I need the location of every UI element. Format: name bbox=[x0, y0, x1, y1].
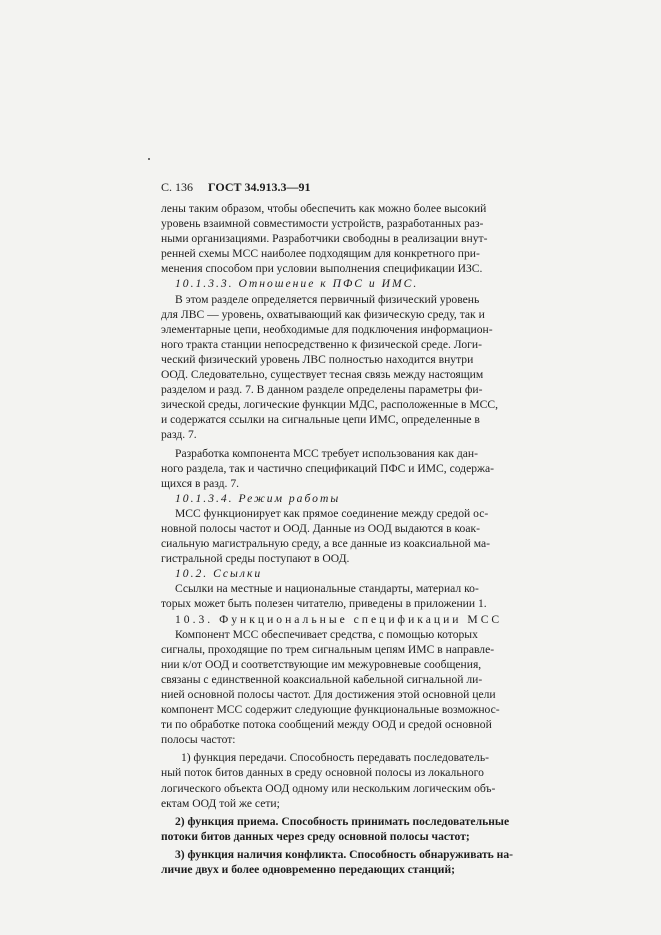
text-line: Ссылки на местные и национальные стандарты, материал ко- bbox=[175, 582, 479, 596]
text-line: ООД. Следовательно, существует тесная связь между настоящим bbox=[161, 368, 484, 382]
text-line: разд. 7. bbox=[161, 428, 197, 442]
text-line: элементарные цепи, необходимые для подключения информацион- bbox=[161, 322, 493, 336]
text-line: для ЛВС — уровень, охватывающий как физическую среду, так и bbox=[161, 307, 485, 321]
text-line: лены таким образом, чтобы обеспечить как можно более высокий bbox=[161, 202, 487, 215]
text-line: гистральной среды поступают в ООД. bbox=[161, 552, 350, 566]
text-line: логического объекта ООД одному или нескольким логическим объ- bbox=[161, 781, 496, 795]
text-line: ти по обработке потока сообщений между ООД и средой основной bbox=[161, 718, 492, 732]
text-line: новной полосы частот и ООД. Данные из ООД выдаются в коак- bbox=[161, 521, 480, 535]
list-item-3: 3) функция наличия конфликта. Способность обнаруживать на- bbox=[175, 847, 514, 861]
text-line: сигналы, проходящие по трем сигнальным цепям ИМС в направле- bbox=[161, 642, 495, 656]
text-line: В этом разделе определяется первичный физический уровень bbox=[175, 292, 480, 306]
text-line: торых может быть полезен читателю, приведены в приложении 1. bbox=[161, 597, 487, 611]
text-line: менения способом при условии выполнения спецификации ИЗС. bbox=[161, 262, 483, 276]
text-line: нии к/от ООД и соответствующие им межуровневые сообщения, bbox=[161, 657, 482, 671]
standard-title: ГОСТ 34.913.3—91 bbox=[208, 180, 311, 194]
section-heading-10-1-3-3: 10.1.3.3. Отношение к ПФС и ИМС. bbox=[175, 277, 419, 291]
text-line: полосы частот: bbox=[161, 733, 236, 747]
text-line: ренней схемы МСС наиболее подходящим для конкретного при- bbox=[161, 247, 480, 261]
text-line: разделом и разд. 7. В данном разделе определены параметры фи- bbox=[161, 383, 483, 397]
scan-speck bbox=[148, 158, 150, 160]
text-line: щихся в разд. 7. bbox=[161, 476, 240, 490]
text-line: ный поток битов данных в среду основной полосы из локального bbox=[161, 766, 484, 780]
text-line: Компонент МСС обеспечивает средства, с помощью которых bbox=[175, 627, 478, 641]
text-line: личие двух и более одновременно передающих станций; bbox=[161, 863, 456, 877]
list-item-2: 2) функция приема. Способность принимать последовательные bbox=[175, 814, 510, 828]
text-line: ного раздела, так и частично спецификаций ПФС и ИМС, содержа- bbox=[161, 461, 495, 475]
text-line: связаны с единственной коаксиальной кабельной сигнальной ли- bbox=[161, 672, 483, 686]
section-heading-10-2: 10.2. Ссылки bbox=[175, 567, 263, 581]
text-line: уровень взаимной совместимости устройств, разработанных раз- bbox=[161, 217, 484, 231]
text-line: ческий физический уровень ЛВС полностью находится внутри bbox=[161, 352, 474, 366]
text-line: зической среды, логические функции МДС, расположенные в МСС, bbox=[161, 398, 499, 412]
text-line: МСС функционирует как прямое соединение между средой ос- bbox=[175, 506, 489, 520]
text-line: ектам ООД той же сети; bbox=[161, 796, 280, 810]
section-heading-10-1-3-4: 10.1.3.4. Режим работы bbox=[175, 491, 341, 505]
text-line: сиальную магистральную среду, а все данные из коаксиальной ма- bbox=[161, 537, 491, 551]
text-line: потоки битов данных через среду основной полосы частот; bbox=[161, 829, 470, 843]
section-heading-10-3: 10.3. Функциональные спецификации МСС bbox=[175, 612, 503, 626]
text-line: нией основной полосы частот. Для достижения этой основной цели bbox=[161, 688, 496, 701]
page-number: С. 136 bbox=[161, 180, 194, 194]
text-line: ными организациями. Разработчики свободны в реализации внут- bbox=[161, 232, 488, 246]
text-line: и содержатся ссылки на сигнальные цепи ИМС, определенные в bbox=[161, 413, 480, 427]
list-item-1: 1) функция передачи. Способность передавать последователь- bbox=[181, 751, 489, 765]
text-line: компонент МСС содержит следующие функциональные возможнос- bbox=[161, 703, 500, 717]
page-header bbox=[161, 180, 311, 195]
text-line: ного тракта станции непосредственно к физической среде. Логи- bbox=[161, 337, 482, 351]
body-text bbox=[161, 201, 529, 877]
text-line: Разработка компонента МСС требует использования как дан- bbox=[175, 446, 478, 460]
